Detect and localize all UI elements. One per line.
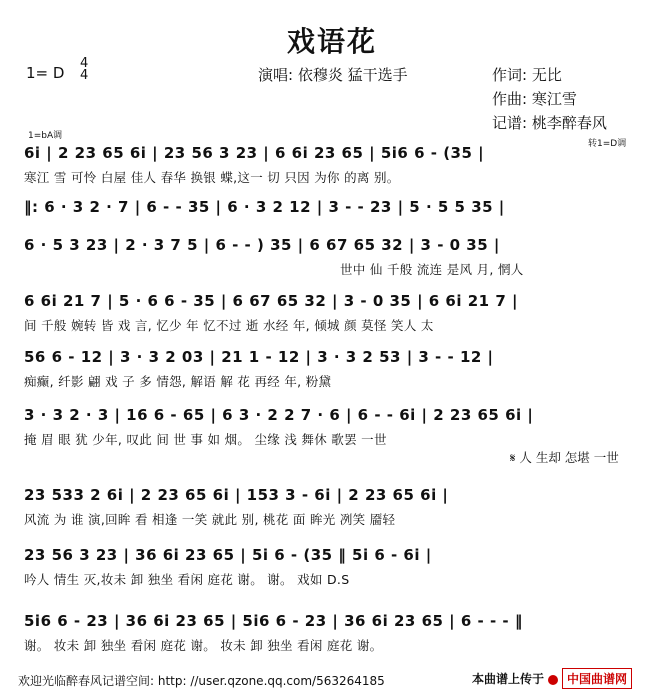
notes-row-6: 3 · 3 2 · 3 | 16 6 - 65 | 6 3 · 2 2 7 · 6 | 6 - - 6i | 2 23 65 6i | xyxy=(24,406,534,424)
time-signature xyxy=(80,58,88,82)
footer-blog-link[interactable]: 欢迎光临醉春风记谱空间: http: //user.qzone.qq.com/563264185 xyxy=(18,674,385,688)
lyrics-row-6-alt-text: 人 生却 怎堪 一世 xyxy=(519,450,619,465)
notes-row-3: 6 · 5 3 23 | 2 · 3 7 5 | 6 - - ) 35 | 6 67 65 32 | 3 - 0 35 | xyxy=(24,236,500,254)
site-logo-icon xyxy=(548,675,558,685)
singer-credit: 演唱: 依穆炎 猛干选手 xyxy=(258,66,408,84)
score-row-2 xyxy=(24,192,642,230)
lyrics-row-5: 痴癫, 纤影 翩 戏 子 多 情怨, 解语 解 花 再经 年, 粉黛 xyxy=(24,374,332,389)
score-row-5 xyxy=(24,342,642,392)
lyricist-credit: 作词: 无比 xyxy=(492,66,562,84)
lyrics-row-6: 掩 眉 眼 犹 少年, 叹此 间 世 事 如 烟。 尘缘 浅 舞休 歌罢 一世 xyxy=(24,432,387,447)
time-signature-top: 4 xyxy=(80,56,89,71)
composer-credit: 作曲: 寒江雪 xyxy=(492,90,577,108)
lyrics-row-7: 风流 为 谁 演,回眸 看 相逢 一笑 就此 别, 桃花 面 眸光 冽笑 靥轻 xyxy=(24,512,396,527)
footer-upload-text: 本曲谱上传于 xyxy=(472,672,545,686)
lyrics-row-3: 世中 仙 千般 流连 是风 月, 惘人 xyxy=(340,262,524,277)
key-change-start: 1=bA调 xyxy=(28,131,63,141)
lyrics-row-1: 寒江 雪 可怜 白屋 佳人 春华 换银 蝶,这一 切 只因 为你 的离 别。 xyxy=(24,170,400,185)
lyrics-row-6-alt xyxy=(510,448,619,466)
notes-row-5: 56 6 - 12 | 3 · 3 2 03 | 21 1 - 12 | 3 · 3 2 53 | 3 - - 12 | xyxy=(24,348,494,366)
lyrics-row-9: 谢。 妆未 卸 独坐 看闲 庭花 谢。 妆未 卸 独坐 看闲 庭花 谢。 xyxy=(24,638,383,653)
score-row-8 xyxy=(24,540,642,590)
notes-row-7: 23 533 2 6i | 2 23 65 6i | 153 3 - 6i | 2 23 65 6i | xyxy=(24,486,449,504)
site-logo-name[interactable]: 中国曲谱网 xyxy=(562,668,632,689)
key-signature: 1= D xyxy=(26,64,65,82)
notes-row-4: 6 6i 21 7 | 5 · 6 6 - 35 | 6 67 65 32 | 3 - 0 35 | 6 6i 21 7 | xyxy=(24,292,518,310)
key-change-mid: 转1=D调 xyxy=(588,139,627,149)
notes-row-1: 6i | 2 23 65 6i | 23 56 3 23 | 6 6i 23 65 | 5i6 6 - (35 | xyxy=(24,144,485,162)
notes-row-9: 5i6 6 - 23 | 36 6i 23 65 | 5i6 6 - 23 | 36 6i 23 65 | 6 - - - ‖ xyxy=(24,612,523,630)
score-row-7 xyxy=(24,480,642,530)
transcriber-credit: 记谱: 桃李醉春风 xyxy=(492,114,607,132)
score-row-9 xyxy=(24,606,642,656)
time-signature-bottom: 4 xyxy=(80,68,89,83)
notes-row-8: 23 56 3 23 | 36 6i 23 65 | 5i 6 - (35 ‖ 5i 6 - 6i | xyxy=(24,546,432,564)
score-row-4 xyxy=(24,286,642,336)
score-row-6 xyxy=(24,400,642,466)
lyrics-row-8: 吟人 情生 灭,妆未 卸 独坐 看闲 庭花 谢。 谢。 戏如 D.S xyxy=(24,572,350,587)
notes-row-2: ‖: 6 · 3 2 · 7 | 6 - - 35 | 6 · 3 2 12 | 3 - - 23 | 5 · 5 5 35 | xyxy=(24,198,505,216)
segno-sign: 𝄋 xyxy=(510,450,520,465)
lyrics-row-4: 间 千般 婉转 皆 戏 言, 忆少 年 忆不过 逝 水经 年, 倾城 颜 莫怪 笑人 太 xyxy=(24,318,434,333)
score-row-3 xyxy=(24,230,642,280)
song-title: 戏语花 xyxy=(286,25,377,58)
footer-upload-info xyxy=(472,668,632,689)
score-row-1 xyxy=(24,138,642,188)
